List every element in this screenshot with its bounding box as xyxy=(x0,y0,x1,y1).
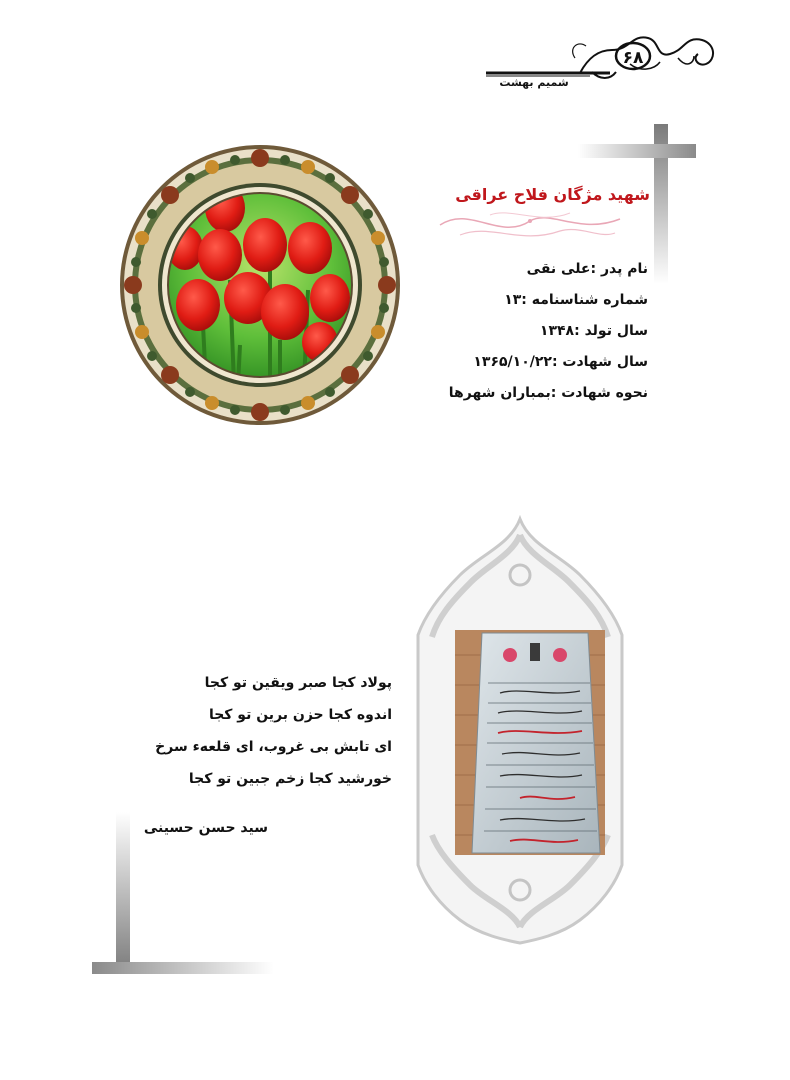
martyr-details xyxy=(420,258,648,413)
gravestone-photo xyxy=(455,630,605,855)
detail-birth-year: سال تولد :۱۳۴۸ xyxy=(539,323,648,339)
pink-swirl-ornament xyxy=(430,205,630,245)
martyr-title: شهید مژگان فلاح عراقی xyxy=(455,185,650,204)
poem-line: پولاد کجا صبر ویقین تو کجا xyxy=(204,675,392,691)
detail-martyrdom-date: سال شهادت :۱۳۶۵/۱۰/۲۲ xyxy=(473,354,648,370)
bottom-left-bars xyxy=(92,812,274,974)
detail-id-number: شماره شناسنامه :۱۳ xyxy=(504,292,648,308)
poem-line: ای تابش بی غروب، ای قلعهء سرخ xyxy=(155,739,392,755)
poem xyxy=(110,672,392,800)
poem-line: خورشید کجا زخم جبین تو کجا xyxy=(188,771,392,787)
page-header xyxy=(480,28,720,89)
tulip-medallion xyxy=(120,130,400,440)
poem-line: اندوه کجا حزن برین تو کجا xyxy=(208,707,392,723)
grave-photo-frame xyxy=(410,515,630,945)
book-title: شمیم بهشت xyxy=(499,76,569,89)
poet-name: سید حسن حسینی xyxy=(143,820,268,836)
detail-father-name: نام پدر :علی نقی xyxy=(526,261,648,277)
page-number: ۶۸ xyxy=(622,48,644,68)
detail-martyrdom-cause: نحوه شهادت :بمباران شهرها xyxy=(448,385,648,401)
